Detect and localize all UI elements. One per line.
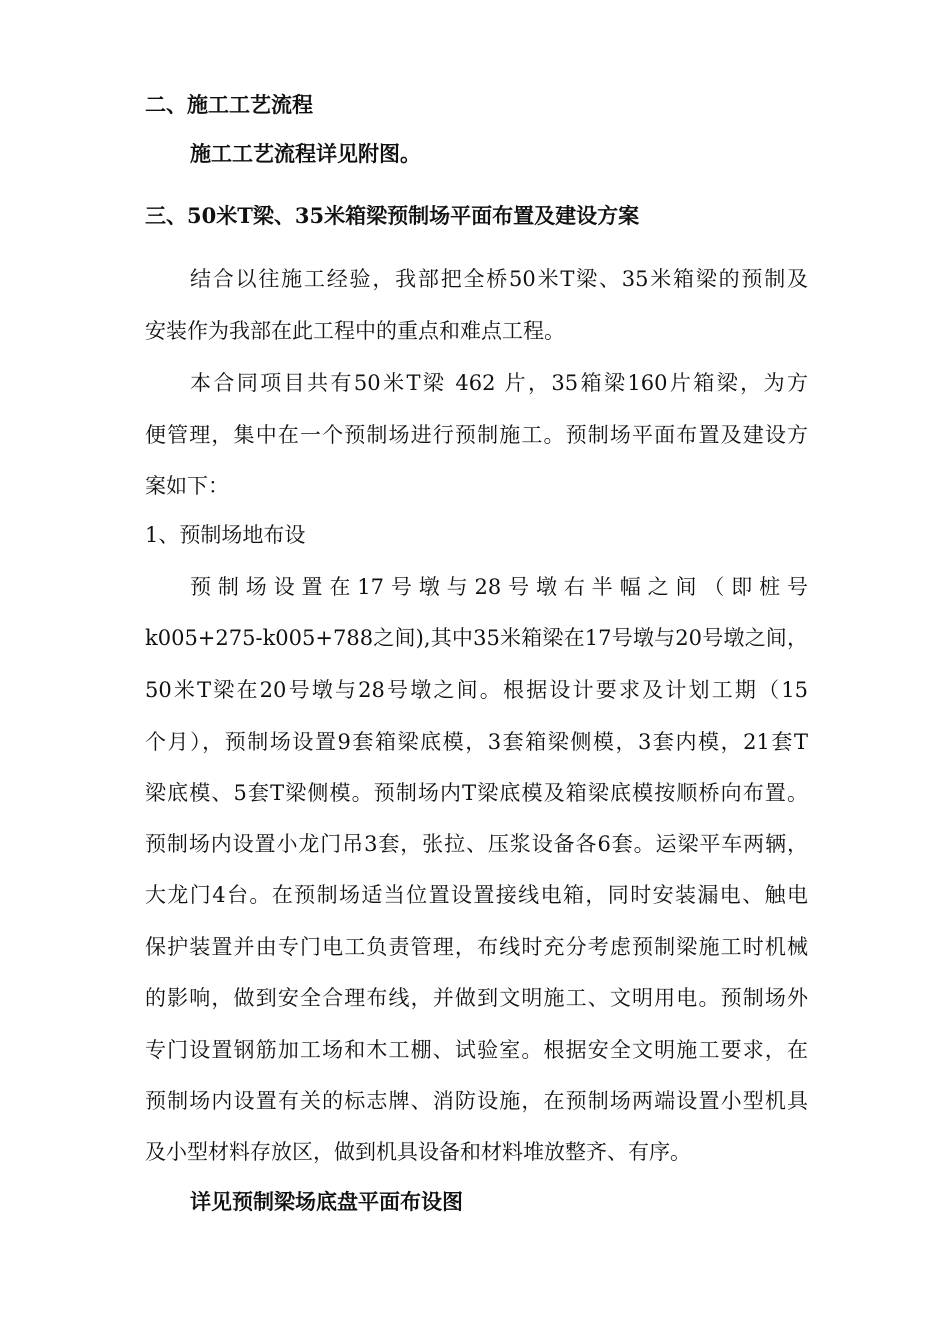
paragraph-3-line: 大龙门4台。在预制场适当位置设置接线电箱，同时安装漏电、触电 <box>145 883 808 907</box>
subheading-1: 1、预制场地布设 <box>145 523 306 547</box>
paragraph-3-line: 梁底模、5套T梁侧模。预制场内T梁底模及箱梁底模按顺桥向布置。 <box>145 781 808 805</box>
paragraph-1-line: 安装作为我部在此工程中的重点和难点工程。 <box>145 319 565 343</box>
paragraph-1-line: 结合以往施工经验，我部把全桥50米T梁、35米箱梁的预制及 <box>190 267 808 291</box>
paragraph-3-line: 及小型材料存放区，做到机具设备和材料堆放整齐、有序。 <box>145 1140 691 1164</box>
section-2-heading: 二、施工工艺流程 <box>145 92 313 117</box>
paragraph-2-line: 案如下： <box>145 474 229 498</box>
paragraph-3-line: 预制场内设置小龙门吊3套，张拉、压浆设备各6套。运梁平车两辆， <box>145 832 808 856</box>
paragraph-3-line: 保护装置并由专门电工负责管理，布线时充分考虑预制梁施工时机械 <box>145 935 808 959</box>
paragraph-3-line: 的影响，做到安全合理布线，并做到文明施工、文明用电。预制场外 <box>145 986 808 1010</box>
paragraph-3-line: 专门设置钢筋加工场和木工棚、试验室。根据安全文明施工要求，在 <box>145 1038 808 1062</box>
paragraph-3-line: 50米T梁在20号墩与28号墩之间。根据设计要求及计划工期（15 <box>145 678 808 702</box>
section-2-body: 施工工艺流程详见附图。 <box>190 141 421 166</box>
paragraph-3-line: 预制场内设置有关的标志牌、消防设施，在预制场两端设置小型机具 <box>145 1089 808 1113</box>
closing-reference: 详见预制梁场底盘平面布设图 <box>190 1189 463 1214</box>
paragraph-3-line: k005+275-k005+788之间),其中35米箱梁在17号墩与20号墩之间， <box>145 626 808 650</box>
section-3-heading: 三、50米T梁、35米箱梁预制场平面布置及建设方案 <box>145 203 640 228</box>
paragraph-2-line: 便管理，集中在一个预制场进行预制施工。预制场平面布置及建设方 <box>145 423 808 447</box>
paragraph-2-line: 本合同项目共有50米T梁 462 片，35箱梁160片箱梁，为方 <box>190 371 808 395</box>
paragraph-3-line: 预制场设置在17号墩与28号墩右半幅之间（即桩号 <box>190 575 808 599</box>
paragraph-3-line: 个月），预制场设置9套箱梁底模，3套箱梁侧模，3套内模，21套T <box>145 730 808 754</box>
